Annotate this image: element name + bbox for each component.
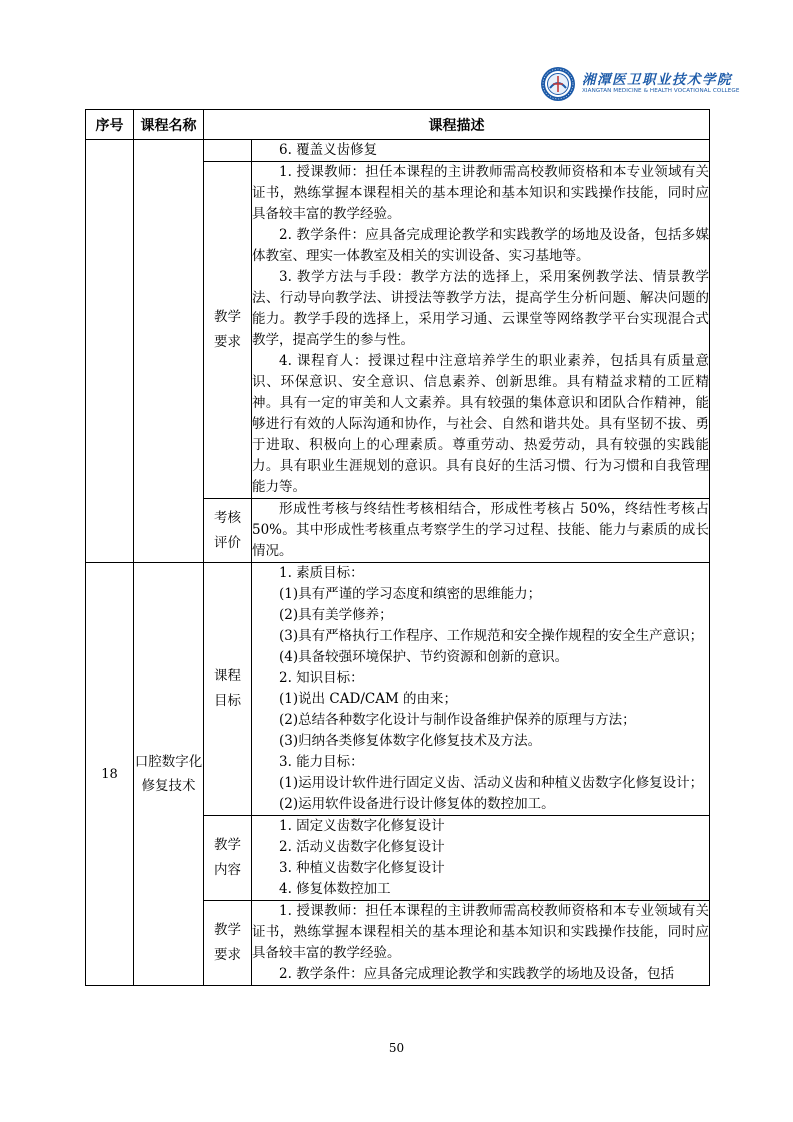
college-name-en: XIANGTAN MEDICINE & HEALTH VOCATIONAL COLLEGE bbox=[582, 88, 740, 94]
continued-name-cell bbox=[134, 140, 204, 563]
requirement-item: 2. 教学条件：应具备完成理论教学和实践教学的场地及设备，包括多媒体教室、理实一体教室及相关的实训设备、实习基地等。 bbox=[252, 227, 709, 264]
requirement-item: 1. 授课教师：担任本课程的主讲教师需高校教师资格和本专业领域有关证书，熟练掌握本课程相关的基本理论和基本知识和实践操作技能，同时应具备较丰富的教学经验。 bbox=[252, 903, 709, 961]
table-header-row bbox=[86, 110, 710, 140]
objective-line: (2)运用软件设备进行设计修复体的数控加工。 bbox=[279, 796, 555, 812]
requirements-label: 教学 要求 bbox=[204, 162, 252, 499]
objective-line: (1)具有严谨的学习态度和缜密的思维能力； bbox=[279, 586, 542, 602]
requirements-text-18 bbox=[252, 901, 710, 986]
objective-line: (2)总结各种数字化设计与制作设备维护保养的原理与方法； bbox=[279, 712, 636, 728]
course-table bbox=[85, 109, 710, 986]
content-text bbox=[252, 816, 710, 901]
objectives-text bbox=[252, 563, 710, 816]
objective-line: 1. 素质目标： bbox=[279, 565, 364, 581]
objective-line: (2)具有美学修养； bbox=[279, 607, 393, 623]
content-label: 教学 内容 bbox=[204, 816, 252, 901]
assessment-text: 形成性考核与终结性考核相结合，形成性考核占 50%，终结性考核占 50%。其中形成性考核重点考察学生的学习过程、技能、能力与素质的成长情况。 bbox=[252, 499, 710, 563]
objective-line: (3)具有严格执行工作程序、工作规范和安全操作规程的安全生产意识； bbox=[279, 628, 704, 644]
header-index: 序号 bbox=[86, 110, 134, 140]
requirements-text bbox=[252, 162, 710, 499]
continued-content-tail: 6. 覆盖义齿修复 bbox=[252, 140, 710, 162]
objective-line: (1)运用设计软件进行固定义齿、活动义齿和种植义齿数字化修复设计； bbox=[279, 775, 704, 791]
page-number: 50 bbox=[388, 1041, 405, 1055]
college-name-cn: 湘潭医卫职业技术学院 bbox=[582, 72, 732, 88]
course-index: 18 bbox=[86, 563, 134, 986]
requirement-item: 3. 教学方法与手段：教学方法的选择上，采用案例教学法、情景教学法、行动导向教学法、讲授法等教学方法，提高学生分析问题、解决问题的能力。教学手段的选择上，采用学习通、云课堂等网络教学平台实现混合式教学，提高学生的参与性。 bbox=[252, 269, 709, 348]
content-line: 3. 种植义齿数字化修复设计 bbox=[279, 860, 445, 876]
content-line: 2. 活动义齿数字化修复设计 bbox=[279, 839, 445, 855]
objective-line: 3. 能力目标： bbox=[279, 754, 364, 770]
requirement-item: 2. 教学条件：应具备完成理论教学和实践教学的场地及设备，包括 bbox=[279, 966, 675, 982]
objective-line: 2. 知识目标： bbox=[279, 670, 364, 686]
objective-line: (4)具备较强环境保护、节约资源和创新的意识。 bbox=[279, 649, 569, 665]
requirements-label-18: 教学 要求 bbox=[204, 901, 252, 986]
requirement-item: 4. 课程育人：授课过程中注意培养学生的职业素养，包括具有质量意识、环保意识、安全意识、信息素养、创新思维。具有精益求精的工匠精神。具有一定的审美和人文素养。具有较强的集体意识和团队合作精神，能够进行有效的人际沟通和协作，与社会、自然和谐共处。具有坚韧不拔、勇于进取、积极向上的心理素质。尊重劳动、热爱劳动，具有较强的实践能力。具有职业生涯规划的意识。具有良好的生活习惯、行为习惯和自我管理能力等。 bbox=[252, 353, 709, 495]
objective-line: (1)说出 CAD/CAM 的由来； bbox=[279, 691, 458, 707]
header-course-name: 课程名称 bbox=[134, 110, 204, 140]
continued-content-label-cell bbox=[204, 140, 252, 162]
content-line: 4. 修复体数控加工 bbox=[279, 881, 391, 897]
continued-index-cell bbox=[86, 140, 134, 563]
college-logo bbox=[526, 62, 740, 104]
objective-line: (3)归纳各类修复体数字化修复技术及方法。 bbox=[279, 733, 542, 749]
content-line: 1. 固定义齿数字化修复设计 bbox=[279, 818, 445, 834]
table-row bbox=[86, 563, 710, 816]
assessment-label: 考核 评价 bbox=[204, 499, 252, 563]
requirement-item: 1. 授课教师：担任本课程的主讲教师需高校教师资格和本专业领域有关证书，熟练掌握本课程相关的基本理论和基本知识和实践操作技能，同时应具备较丰富的教学经验。 bbox=[252, 164, 709, 222]
course-name: 口腔数字化修复技术 bbox=[134, 563, 204, 986]
objectives-label: 课程 目标 bbox=[204, 563, 252, 816]
college-emblem-icon bbox=[540, 66, 576, 102]
table-row bbox=[86, 140, 710, 162]
header-course-desc: 课程描述 bbox=[204, 110, 710, 140]
